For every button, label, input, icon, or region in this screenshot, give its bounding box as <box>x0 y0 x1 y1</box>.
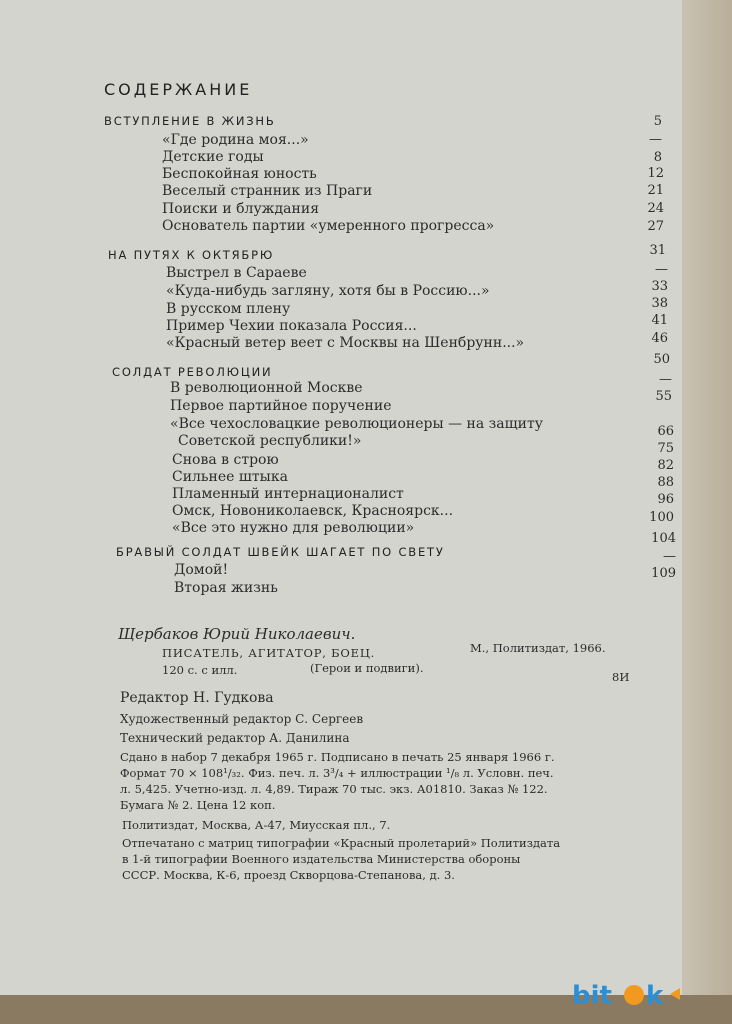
toc-item: «Красный ветер веет с Москвы на Шенбрунн...» <box>166 335 525 351</box>
imprint-line: в 1-й типографии Военного издательства Министерства обороны <box>122 852 521 866</box>
book-page-edge <box>682 0 732 1024</box>
page-number: 31 <box>649 243 666 258</box>
imprint-line: Политиздат, Москва, А-47, Миусская пл., 7. <box>122 818 391 832</box>
tech-editor-line: Технический редактор А. Данилина <box>120 731 350 745</box>
imprint-line: л. 5,425. Учетно-изд. л. 4,89. Тираж 70 тыс. экз. А01810. Заказ № 122. <box>120 782 548 796</box>
page-number: 8 <box>653 150 662 165</box>
publisher-line: М., Политиздат, 1966. <box>470 641 606 655</box>
bitok-logo <box>570 974 700 1014</box>
section-title: СОЛДАТ РЕВОЛЮЦИИ <box>112 365 273 379</box>
page-number: 96 <box>657 492 674 507</box>
toc-item: Домой! <box>174 562 229 578</box>
page-number: 21 <box>647 183 664 198</box>
page-number: 12 <box>647 166 664 181</box>
author-name: Щербаков Юрий Николаевич. <box>118 625 356 643</box>
page-number: 66 <box>657 424 674 439</box>
toc-item: В русском плену <box>166 301 291 317</box>
imprint-line: Формат 70 × 108¹/₃₂. Физ. печ. л. 3³/₄ + иллюстрации ¹/₈ л. Условн. печ. <box>120 766 554 780</box>
toc-item: Первое партийное поручение <box>170 398 392 414</box>
section-title: ВСТУПЛЕНИЕ В ЖИЗНЬ <box>104 114 276 128</box>
imprint-line: Сдано в набор 7 декабря 1965 г. Подписано в печать 25 января 1966 г. <box>120 750 555 764</box>
page-number: 100 <box>649 510 674 525</box>
toc-item: Детские годы <box>162 149 264 165</box>
page-number: 109 <box>651 566 676 581</box>
page-number: 33 <box>651 279 668 294</box>
page-number: — <box>663 549 676 564</box>
page-number: 27 <box>647 219 664 234</box>
page-number: 5 <box>653 114 662 129</box>
toc-item: «Все это нужно для революции» <box>172 520 415 536</box>
toc-item: Беспокойная юность <box>162 166 317 182</box>
page-number: — <box>649 132 662 147</box>
bitok-logo-o <box>624 985 644 1005</box>
toc-item: Пламенный интернационалист <box>172 486 404 502</box>
toc-item: Снова в строю <box>172 452 279 468</box>
bitok-logo-graphic <box>570 974 700 1014</box>
bitok-logo-text-bit: bit <box>572 981 612 1011</box>
toc-item: Сильнее штыка <box>172 469 288 485</box>
toc-item: «Куда-нибудь загляну, хотя бы в Россию...» <box>166 283 490 299</box>
toc-item: «Где родина моя...» <box>162 132 309 148</box>
toc-item: Основатель партии «умеренного прогресса» <box>162 218 495 234</box>
editor-line: Редактор Н. Гудкова <box>120 690 274 706</box>
bitok-logo-arrow <box>670 988 680 1000</box>
toc-item: Пример Чехии показала Россия... <box>166 318 417 334</box>
page-number: 38 <box>651 296 668 311</box>
toc-item: В революционной Москве <box>170 380 363 396</box>
page-number: — <box>655 262 668 277</box>
page-number: 75 <box>657 441 674 456</box>
book-title: ПИСАТЕЛЬ, АГИТАТОР, БОЕЦ. <box>162 646 376 660</box>
section-title: БРАВЫЙ СОЛДАТ ШВЕЙК ШАГАЕТ ПО СВЕТУ <box>116 545 445 559</box>
art-editor-line: Художественный редактор С. Сергеев <box>120 712 364 726</box>
toc-item: Выстрел в Сараеве <box>166 265 307 281</box>
page-number: 104 <box>651 531 676 546</box>
series-line: (Герои и подвиги). <box>310 661 424 675</box>
toc-item: Вторая жизнь <box>174 580 278 596</box>
page-number: 55 <box>655 389 672 404</box>
toc-item: Веселый странник из Праги <box>162 183 373 199</box>
toc-item-continuation: Советской республики!» <box>178 433 362 449</box>
page-number: 46 <box>651 331 668 346</box>
toc-item: «Все чехословацкие революционеры — на защиту <box>170 416 543 432</box>
toc-item: Поиски и блуждания <box>162 201 320 217</box>
classification-code: 8И <box>612 670 630 684</box>
page-number: 50 <box>653 352 670 367</box>
bitok-logo-text-k: k <box>646 981 664 1011</box>
section-title: НА ПУТЯХ К ОКТЯБРЮ <box>108 248 275 262</box>
pages-line: 120 с. с илл. <box>162 663 238 677</box>
page-number: 24 <box>647 201 664 216</box>
imprint-line: Бумага № 2. Цена 12 коп. <box>120 798 276 812</box>
page-number: 82 <box>657 458 674 473</box>
imprint-line: Отпечатано с матриц типографии «Красный пролетарий» Политиздата <box>122 836 561 850</box>
page-number: — <box>659 372 672 387</box>
imprint-line: СССР. Москва, К-6, проезд Скворцова-Степанова, д. 3. <box>122 868 455 882</box>
toc-item: Омск, Новониколаевск, Красноярск... <box>172 503 454 519</box>
page-number: 41 <box>651 313 668 328</box>
toc-heading: СОДЕРЖАНИЕ <box>104 80 253 99</box>
page-number: 88 <box>657 475 674 490</box>
